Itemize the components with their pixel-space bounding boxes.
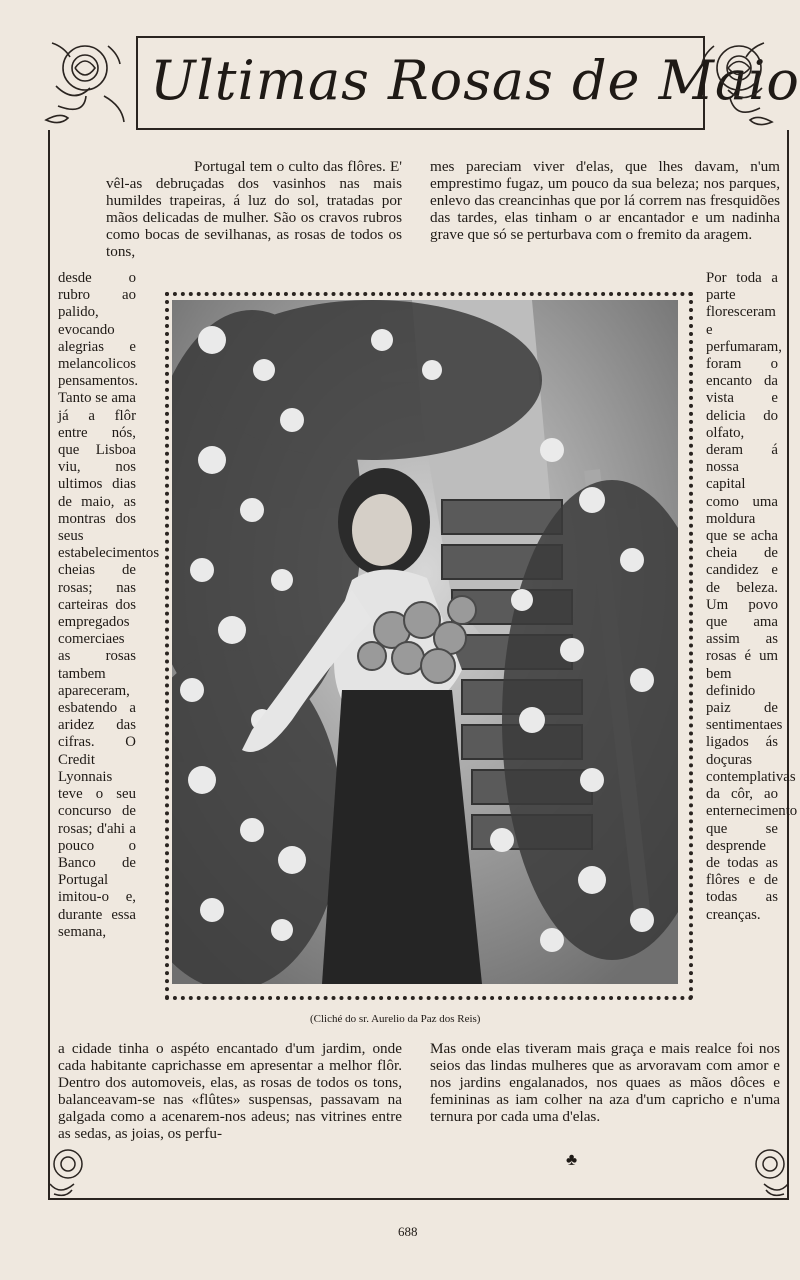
page-number: 688: [398, 1224, 418, 1239]
page-title: Ultimas Rosas de Maio: [150, 49, 800, 112]
right-side-column: Por toda a parte floresceram e perfumaram, foram o encanto da vista e delicia do olfato, deram á nossa capital como uma moldura que se acha cheia de candidez e de beleza. Um povo que ama assim as rosas é um bem definido paiz de sentimentaes ligados ás doçuras contemplativas da côr, ao enternecimento que se desprende de todas as flôres e de todas as creanças.: [706, 270, 798, 923]
bottom-left-column: a cidade tinha o aspéto encantado d'um jardim, onde cada habitante caprichasse em apresentar a melhor flôr. Dentro dos automoveis, elas, as rosas de todos os tons, balanceavam-se nas «flûtes» suspensas, passavam na galgada como a acenarem-nos adeus; nas vitrines entre as sedas, as joias, os perfu-: [58, 1040, 402, 1142]
club-ornament-icon: ♣: [566, 1150, 578, 1169]
intro-left-column: [106, 158, 402, 260]
woman-with-roses-photo: [172, 300, 678, 984]
rose-icon: [42, 1140, 94, 1202]
intro-right-column: [430, 158, 780, 243]
rose-icon: [694, 28, 780, 138]
intro-right-text: mes pareciam viver d'elas, que lhes davam, n'um emprestimo fugaz, um pouco da sua beleza; nos parques, enlevo das creancinhas que por lá correm nas fresquidões das tardes, elas tinham o ar encantador e um nadinha grave que só se perturbava com o fremito da aragem.: [430, 158, 780, 243]
bottom-right-column: Mas onde elas tiveram mais graça e mais realce foi nos seios das lindas mulheres que as arvoravam com amor e nos jardins engalanados, nos quaes as mãos dôces e femininas as iam colher na aza d'um capricho e n'uma ternura por cada uma d'elas.: [430, 1040, 780, 1125]
photo-caption: (Cliché do sr. Aurelio da Paz dos Reis): [310, 1013, 481, 1025]
photo: [172, 300, 678, 984]
left-side-column: desde o rubro ao palido, evocando alegrias e melancolicos pensamentos. Tanto se ama já a flôr entre nós, que Lisboa viu, nos ultimos dias de maio, as montras dos seus estabelecimentos cheias de rosas; nas carteiras dos empregados comerciaes as rosas tambem apareceram, esbatendo a aridez das cifras. O Credit Lyonnais teve o seu concurso de rosas; d'ahi a pouco o Banco de Portugal imitou-o e, durante essa semana,: [58, 270, 160, 940]
rose-icon: [40, 28, 126, 138]
rose-icon: [744, 1140, 796, 1202]
intro-left-text: Portugal tem o culto das flôres. E' vêl-as debruçadas dos vasinhos nas mais humildes trapeiras, á luz do sol, tratadas por mãos delicadas de mulher. São os cravos rubros como bocas de sevilhanas, as rosas de todos os tons,: [106, 158, 402, 260]
